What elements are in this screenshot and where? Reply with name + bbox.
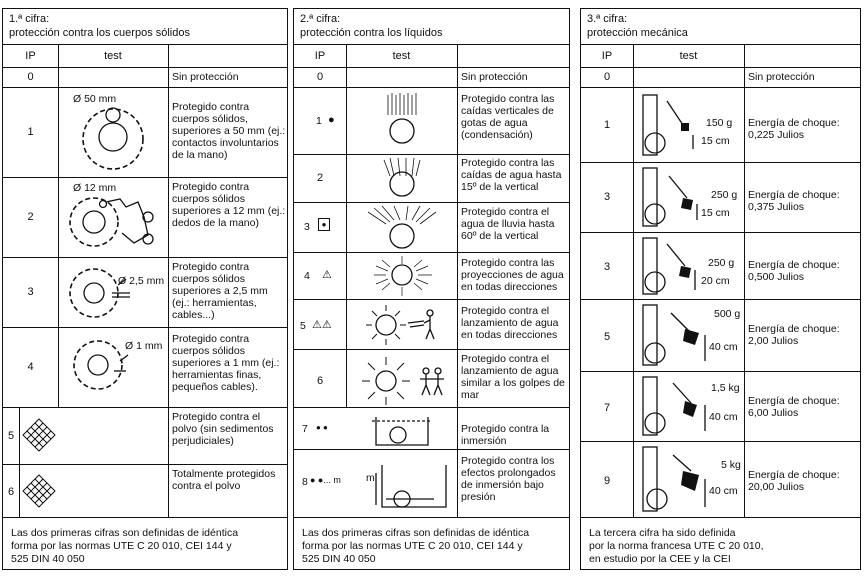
heavy-seas-illustration (346, 349, 457, 407)
solids-title-line1: 1.ª cifra: (9, 13, 50, 25)
mass-label: 5 kg (721, 459, 741, 471)
dust-tight-icon (21, 473, 57, 509)
sphere-50mm-illustration (58, 87, 168, 177)
liquids-title (300, 12, 442, 40)
solids-title (9, 12, 190, 40)
protection-desc: Energía de choque: 20,00 Julios (748, 469, 840, 493)
mass-label: 150 g (706, 117, 733, 129)
divider (3, 464, 287, 465)
protection-desc: Protegido contra el lanzamiento de agua en todas direcciones (461, 305, 559, 341)
divider (581, 517, 860, 518)
ip-value: 7 (302, 423, 308, 435)
mech-title-line2: protección mecánica (587, 27, 688, 39)
ip-value: 0 (27, 71, 34, 83)
ip-value: 2 (27, 211, 34, 223)
divider (294, 517, 569, 518)
splash-illustration (346, 252, 457, 299)
pressure-immersion-illustration (346, 449, 457, 517)
col-header-test: test (104, 50, 122, 62)
liquids-footer (302, 527, 529, 566)
immersion-illustration (346, 407, 457, 449)
divider (294, 44, 569, 45)
protection-desc: Energía de choque: 0,225 Julios (748, 117, 840, 141)
divider (19, 407, 20, 517)
divider (3, 517, 287, 518)
solids-footer (11, 527, 238, 566)
mass-label: 500 g (714, 308, 741, 320)
protection-desc: Energía de choque: 6,00 Julios (748, 395, 840, 419)
mass-label: 250 g (711, 189, 738, 201)
height-label: 40 cm (709, 485, 738, 497)
footer-line: 525 DIN 40 050 (11, 553, 85, 565)
impact-hammer-illustration (633, 441, 744, 517)
dust-icon (21, 417, 57, 453)
rain-icon: ● (318, 218, 330, 231)
ip-value: 3 (27, 286, 34, 298)
ip-value: 5 (603, 331, 611, 343)
footer-line: Las dos primeras cifras son definidas de idéntica (302, 527, 530, 539)
divider (581, 67, 860, 68)
ip-value: 3 (304, 221, 310, 233)
col-header-test: test (392, 50, 411, 62)
jet-icon: ⚠⚠ (312, 319, 332, 331)
footer-line: forma por las normas UTE C 20 010, CEI 144 y (302, 540, 523, 552)
liquids-panel (293, 8, 570, 570)
protection-desc: Sin protección (748, 71, 815, 83)
immersion-icon: ● ● (316, 423, 328, 432)
ip-value: 3 (603, 191, 611, 203)
ip-value: 0 (316, 71, 324, 83)
protection-desc: Protegido contra el agua de lluvia hasta 60º de la vertical (461, 206, 555, 242)
footer-line: por la norma francesa UTE C 20 010, (589, 540, 764, 552)
ip-value: 2 (316, 172, 324, 184)
diameter-label: Ø 50 mm (73, 93, 117, 105)
diameter-label: Ø 12 mm (73, 182, 117, 194)
height-label: 15 cm (701, 207, 730, 219)
col-header-ip: IP (25, 50, 36, 62)
divider (3, 407, 287, 408)
splash-icon: ⚠ (322, 269, 332, 281)
tool-probe-illustration (58, 257, 168, 327)
footer-line: forma por las normas UTE C 20 010, CEI 144 y (11, 540, 232, 552)
ip-value: 4 (27, 361, 34, 373)
ip-value: 1 (316, 115, 322, 127)
ip-value: 8 (302, 476, 308, 488)
protection-desc: Protegido contra los efectos prolongados de inmersión bajo presión (461, 455, 556, 503)
drop-icon: ● (328, 114, 335, 126)
ip-value: 7 (603, 402, 611, 414)
wire-probe-illustration (58, 327, 168, 407)
liquids-title-line2: protección contra los líquidos (300, 27, 443, 39)
ip-value: 5 (300, 320, 306, 332)
protection-desc: Totalmente protegidos contra el polvo (172, 468, 276, 492)
mech-title (587, 12, 688, 40)
col-header-test: test (679, 50, 698, 62)
protection-desc: Protegido contra el lanzamiento de agua similar a los golpes de mar (461, 353, 565, 401)
ip-value: 6 (7, 486, 15, 498)
protection-desc: Energía de choque: 2,00 Julios (748, 323, 840, 347)
protection-desc: Protegido contra cuerpos sólidos, superiores a 50 mm (ej.: contactos involuntarios de la mano) (172, 101, 286, 161)
col-header-ip: IP (601, 50, 613, 62)
footer-line: en estudio por la CEE y la CEI (589, 553, 731, 565)
protection-desc: Sin protección (172, 71, 239, 83)
protection-desc: Protegido contra cuerpos sólidos superiores a 12 mm (ej.: dedos de la mano) (172, 181, 286, 229)
jets-illustration (346, 299, 457, 349)
height-label: 15 cm (701, 135, 730, 147)
mech-footer (589, 527, 764, 566)
height-label: 20 cm (701, 275, 730, 287)
divider (294, 67, 569, 68)
protection-desc: Protegido contra el polvo (sin sedimentos perjudiciales) (172, 411, 274, 447)
rain-60deg-illustration (346, 202, 457, 252)
ip-value: 3 (603, 261, 611, 273)
ip-value: 9 (603, 475, 611, 487)
liquids-title-line1: 2.ª cifra: (300, 13, 341, 25)
diameter-label: Ø 2,5 mm (118, 275, 165, 287)
protection-desc: Protegido contra las proyecciones de agua en todas direcciones (461, 257, 564, 293)
ip-value: 1 (603, 119, 611, 131)
height-label: 40 cm (709, 341, 738, 353)
divider (3, 67, 287, 68)
height-label: 40 cm (709, 411, 738, 423)
drops-15deg-illustration (346, 154, 457, 202)
ip-value: 1 (27, 126, 34, 138)
protection-desc: Protegido contra las caídas de agua hasta 15º de la vertical (461, 157, 562, 193)
solids-panel (2, 8, 288, 570)
protection-desc: Energía de choque: 0,500 Julios (748, 259, 840, 283)
ip-value: 4 (304, 270, 310, 282)
vertical-drops-illustration (346, 87, 457, 154)
protection-desc: Energía de choque: 0,375 Julios (748, 189, 840, 213)
diameter-label: Ø 1 mm (125, 340, 163, 352)
footer-line: 525 DIN 40 050 (302, 553, 376, 565)
protection-desc: Protegido contra las caídas verticales de gotas de agua (condensación) (461, 93, 555, 141)
mechanical-panel (580, 8, 861, 570)
divider (3, 44, 287, 45)
protection-desc: Protegido contra cuerpos sólidos superiores a 2,5 mm (ej.: herramientas, cables...) (172, 261, 268, 321)
finger-probe-illustration (58, 177, 168, 257)
ip-value: 5 (7, 430, 15, 442)
pressure-immersion-icon: ● ●... m (310, 475, 341, 485)
col-header-ip: IP (314, 50, 326, 62)
protection-desc: Protegido contra cuerpos sólidos superiores a 1 mm (ej.: herramientas finas, pequeños cables). (172, 333, 280, 393)
mass-label: 1,5 kg (711, 382, 740, 394)
ip-value: 0 (603, 71, 611, 83)
mech-title-line1: 3.ª cifra: (587, 13, 628, 25)
mass-label: 250 g (708, 257, 735, 269)
divider (581, 44, 860, 45)
ip-value: 6 (316, 375, 324, 387)
depth-label: m (366, 472, 375, 484)
protection-desc: Sin protección (461, 71, 528, 83)
footer-line: Las dos primeras cifras son definidas de idéntica (11, 527, 239, 539)
footer-line: La tercera cifra ha sido definida (589, 527, 736, 539)
protection-desc: Protegido contra la inmersión (461, 423, 550, 447)
solids-title-line2: protección contra los cuerpos sólidos (9, 27, 190, 39)
